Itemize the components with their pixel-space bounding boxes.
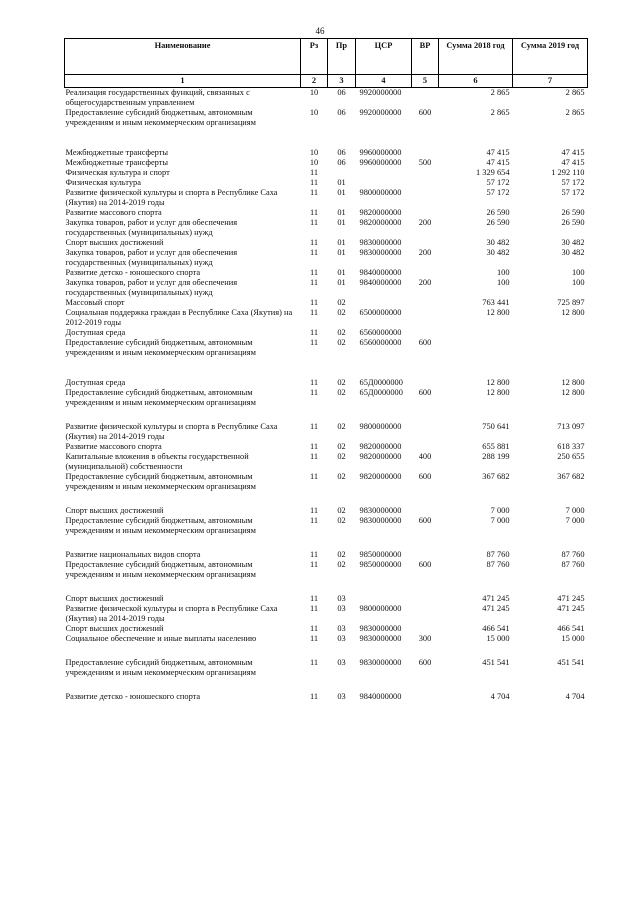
row-sum-2019: 451 541 (557, 658, 585, 667)
table-row (65, 308, 588, 328)
table-row (65, 178, 588, 188)
row-sum-2019: 618 337 (557, 442, 585, 451)
table-row (65, 108, 588, 128)
row-sum-2019: 466 541 (557, 624, 585, 633)
row-sum-2019: 471 245 (557, 604, 585, 613)
row-sum-2019: 30 482 (561, 248, 585, 257)
row-spacer-cell (65, 128, 588, 148)
header-csr: ЦСР (356, 39, 412, 75)
row-name: Социальная поддержка граждан в Республике Саха (Якутия) на 2012-2019 годы (65, 308, 293, 327)
row-spacer-cell (65, 580, 588, 594)
row-name: Физическая культура и спорт (65, 168, 170, 177)
row-sum-2018: 2 865 (490, 88, 510, 97)
row-csr: 6560000000 (359, 328, 402, 337)
row-vr: 200 (418, 248, 432, 257)
row-sum-2018: 288 199 (482, 452, 510, 461)
header-name: Наименование (65, 39, 301, 75)
row-pr: 01 (337, 208, 346, 217)
row-sum-2019: 1 292 110 (551, 168, 585, 177)
row-csr: 9850000000 (359, 560, 402, 569)
row-sum-2019 (513, 338, 588, 358)
row-name: Развитие национальных видов спорта (65, 550, 201, 559)
row-sum-2018: 466 541 (482, 624, 510, 633)
row-name: Закупка товаров, работ и услуг для обеспечения государственных (муниципальных) нужд (65, 248, 238, 267)
row-pr: 01 (337, 238, 346, 247)
row-sum-2018: 7 000 (490, 506, 510, 515)
row-vr: 400 (418, 452, 432, 461)
row-vr: 600 (418, 388, 432, 397)
table-row (65, 442, 588, 452)
row-rz: 11 (309, 298, 319, 307)
row-rz: 11 (309, 338, 319, 347)
row-spacer (65, 580, 588, 594)
row-sum-2018: 100 (496, 268, 510, 277)
row-sum-2019: 12 800 (561, 378, 585, 387)
row-sum-2018: 451 541 (482, 658, 510, 667)
row-pr: 03 (337, 658, 346, 667)
row-vr (412, 268, 439, 278)
row-pr: 06 (337, 158, 346, 167)
row-pr: 01 (337, 218, 346, 227)
row-pr: 02 (337, 472, 346, 481)
row-name: Массовый спорт (65, 298, 125, 307)
row-pr: 02 (337, 422, 346, 431)
row-name: Спорт высших достижений (65, 238, 164, 247)
row-vr (412, 550, 439, 560)
row-spacer (65, 678, 588, 692)
row-csr: 9960000000 (359, 158, 402, 167)
row-vr (412, 422, 439, 442)
row-sum-2018: 7 000 (490, 516, 510, 525)
row-vr (412, 624, 439, 634)
row-vr (412, 168, 439, 178)
row-rz: 11 (309, 658, 319, 667)
row-pr: 01 (337, 278, 346, 287)
row-csr: 9920000000 (359, 88, 402, 97)
row-rz: 11 (309, 218, 319, 227)
row-sum-2018: 26 590 (486, 208, 510, 217)
row-pr: 02 (337, 308, 346, 317)
table-row (65, 188, 588, 208)
row-vr: 600 (418, 560, 432, 569)
row-sum-2018: 15 000 (486, 634, 510, 643)
row-sum-2019: 47 415 (561, 158, 585, 167)
row-vr: 300 (418, 634, 432, 643)
table-row (65, 338, 588, 358)
row-vr: 600 (418, 338, 432, 347)
row-csr: 65Д0000000 (359, 388, 403, 397)
row-sum-2019: 12 800 (561, 308, 585, 317)
row-spacer-cell (65, 492, 588, 506)
table-body (65, 88, 588, 703)
row-vr (412, 328, 439, 338)
row-name: Межбюджетные трансферты (65, 158, 169, 167)
table-row (65, 604, 588, 624)
row-sum-2019: 4 704 (565, 692, 585, 701)
row-pr: 03 (337, 692, 346, 701)
row-sum-2018: 763 441 (482, 298, 510, 307)
table-row (65, 298, 588, 308)
row-sum-2018 (439, 338, 513, 358)
row-name: Предоставление субсидий бюджетным, автономным учреждениям и иным некоммерческим организациям (65, 472, 256, 491)
row-pr: 02 (337, 506, 346, 515)
table-row (65, 624, 588, 634)
table-row (65, 148, 588, 158)
row-pr: 06 (337, 148, 346, 157)
row-pr: 01 (337, 188, 346, 197)
row-sum-2019: 471 245 (557, 594, 585, 603)
row-sum-2018: 1 329 654 (476, 168, 510, 177)
table-row (65, 88, 588, 109)
row-sum-2019: 15 000 (561, 634, 585, 643)
row-pr: 02 (337, 452, 346, 461)
row-spacer-cell (65, 678, 588, 692)
row-csr: 6500000000 (359, 308, 402, 317)
row-vr: 600 (418, 108, 432, 117)
row-sum-2019: 367 682 (557, 472, 585, 481)
row-sum-2019: 87 760 (561, 550, 585, 559)
row-sum-2019: 26 590 (561, 218, 585, 227)
table-row (65, 422, 588, 442)
row-sum-2019: 250 655 (557, 452, 585, 461)
row-vr (412, 188, 439, 208)
table-row (65, 634, 588, 644)
row-sum-2018: 655 881 (482, 442, 510, 451)
row-rz: 11 (309, 442, 319, 451)
row-sum-2018: 750 641 (482, 422, 510, 431)
row-name: Закупка товаров, работ и услуг для обеспечения государственных (муниципальных) нужд (65, 218, 238, 237)
row-vr: 200 (418, 278, 432, 287)
row-pr: 03 (337, 624, 346, 633)
header-vr: ВР (412, 39, 439, 75)
row-rz: 11 (309, 634, 319, 643)
row-rz: 11 (309, 328, 319, 337)
row-pr: 02 (337, 298, 346, 307)
row-sum-2018: 100 (496, 278, 510, 287)
row-vr (412, 594, 439, 604)
row-csr: 6560000000 (359, 338, 402, 347)
row-name: Социальное обеспечение и иные выплаты населению (65, 634, 257, 643)
row-csr: 9800000000 (359, 604, 402, 613)
row-spacer-cell (65, 358, 588, 378)
row-sum-2019: 26 590 (561, 208, 585, 217)
row-rz: 11 (309, 248, 319, 257)
row-rz: 10 (309, 88, 319, 97)
row-csr: 9820000000 (359, 442, 402, 451)
row-pr: 02 (337, 516, 346, 525)
row-spacer (65, 536, 588, 550)
row-vr (412, 604, 439, 624)
table-row (65, 692, 588, 702)
row-vr (412, 238, 439, 248)
row-name: Развитие детско - юношеского спорта (65, 268, 201, 277)
table-row (65, 560, 588, 580)
row-sum-2018: 47 415 (486, 158, 510, 167)
column-number: 4 (356, 75, 412, 88)
row-pr: 02 (337, 560, 346, 569)
row-vr (412, 442, 439, 452)
table-row (65, 516, 588, 536)
column-number: 6 (439, 75, 513, 88)
row-csr: 9800000000 (359, 188, 402, 197)
row-sum-2019: 47 415 (561, 148, 585, 157)
row-rz: 11 (309, 692, 319, 701)
table-row (65, 472, 588, 492)
row-name: Предоставление субсидий бюджетным, автономным учреждениям и иным некоммерческим организациям (65, 516, 256, 535)
row-pr: 02 (337, 550, 346, 559)
row-csr: 9820000000 (359, 472, 402, 481)
row-csr (356, 178, 412, 188)
row-vr: 600 (418, 516, 432, 525)
row-name: Межбюджетные трансферты (65, 148, 169, 157)
row-name: Закупка товаров, работ и услуг для обеспечения государственных (муниципальных) нужд (65, 278, 238, 297)
header-pr: Пр (328, 39, 356, 75)
table-row (65, 388, 588, 408)
row-rz: 11 (309, 422, 319, 431)
table-row (65, 158, 588, 168)
row-rz: 11 (309, 452, 319, 461)
row-vr (412, 378, 439, 388)
row-sum-2019: 100 (571, 278, 585, 287)
row-rz: 11 (309, 594, 319, 603)
row-pr: 02 (337, 388, 346, 397)
table-row (65, 452, 588, 472)
row-sum-2019: 87 760 (561, 560, 585, 569)
table-row (65, 378, 588, 388)
row-sum-2019: 12 800 (561, 388, 585, 397)
row-sum-2019: 57 172 (561, 178, 585, 187)
row-sum-2019: 2 865 (565, 108, 585, 117)
row-csr: 9830000000 (359, 658, 402, 667)
row-rz: 11 (309, 168, 319, 177)
row-sum-2019: 713 097 (557, 422, 585, 431)
row-rz: 11 (309, 378, 319, 387)
row-vr (412, 692, 439, 702)
table-row (65, 238, 588, 248)
row-rz: 11 (309, 506, 319, 515)
table-row (65, 218, 588, 238)
row-sum-2018: 57 172 (486, 188, 510, 197)
row-csr: 9850000000 (359, 550, 402, 559)
table-row (65, 328, 588, 338)
row-rz: 11 (309, 188, 319, 197)
row-sum-2018: 12 800 (486, 388, 510, 397)
row-sum-2018: 2 865 (490, 108, 510, 117)
row-sum-2018 (439, 328, 513, 338)
row-csr: 9830000000 (359, 238, 402, 247)
row-spacer (65, 644, 588, 658)
row-rz: 11 (309, 238, 319, 247)
row-sum-2019: 57 172 (561, 188, 585, 197)
row-rz: 10 (309, 108, 319, 117)
row-sum-2018: 12 800 (486, 378, 510, 387)
row-sum-2018: 87 760 (486, 560, 510, 569)
row-csr (356, 168, 412, 178)
row-rz: 11 (309, 388, 319, 397)
row-sum-2019: 7 000 (565, 516, 585, 525)
table-row (65, 506, 588, 516)
row-csr: 9820000000 (359, 218, 402, 227)
row-csr: 9830000000 (359, 634, 402, 643)
row-rz: 11 (309, 604, 319, 613)
row-name: Предоставление субсидий бюджетным, автономным учреждениям и иным некоммерческим организациям (65, 338, 256, 357)
column-number-row (65, 75, 588, 88)
row-csr: 9920000000 (359, 108, 402, 117)
row-pr: 02 (337, 338, 346, 347)
header-rz: Рз (301, 39, 328, 75)
row-name: Спорт высших достижений (65, 506, 164, 515)
row-sum-2018: 87 760 (486, 550, 510, 559)
page-number: 46 (315, 26, 325, 36)
row-sum-2018: 26 590 (486, 218, 510, 227)
row-sum-2019: 7 000 (565, 506, 585, 515)
row-spacer (65, 358, 588, 378)
row-sum-2018: 30 482 (486, 248, 510, 257)
row-rz: 11 (309, 624, 319, 633)
row-name: Предоставление субсидий бюджетным, автономным учреждениям и иным некоммерческим организациям (65, 658, 256, 677)
row-rz: 11 (309, 472, 319, 481)
row-sum-2018: 471 245 (482, 604, 510, 613)
row-rz: 11 (309, 278, 319, 287)
row-name: Спорт высших достижений (65, 624, 164, 633)
table-row (65, 168, 588, 178)
row-pr: 01 (337, 178, 346, 187)
row-pr: 06 (337, 108, 346, 117)
row-csr: 9830000000 (359, 248, 402, 257)
row-rz: 11 (309, 178, 319, 187)
row-name: Предоставление субсидий бюджетным, автономным учреждениям и иным некоммерческим организациям (65, 108, 256, 127)
row-csr (356, 298, 412, 308)
row-rz: 11 (309, 560, 319, 569)
row-sum-2018: 12 800 (486, 308, 510, 317)
row-rz: 11 (309, 550, 319, 559)
column-number: 3 (328, 75, 356, 88)
row-sum-2018: 4 704 (490, 692, 510, 701)
row-rz: 10 (309, 158, 319, 167)
row-vr (412, 208, 439, 218)
table-header-row (65, 39, 588, 75)
row-name: Реализация государственных функций, связанных с общегосударственным управлением (65, 88, 250, 107)
row-vr: 500 (418, 158, 432, 167)
row-vr: 200 (418, 218, 432, 227)
row-spacer (65, 408, 588, 422)
table-row (65, 658, 588, 678)
table-row (65, 268, 588, 278)
row-name: Развитие массового спорта (65, 208, 162, 217)
row-name: Развитие массового спорта (65, 442, 162, 451)
row-sum-2019: 30 482 (561, 238, 585, 247)
row-rz: 11 (309, 268, 319, 277)
row-vr (412, 298, 439, 308)
row-name: Предоставление субсидий бюджетным, автономным учреждениям и иным некоммерческим организациям (65, 560, 256, 579)
row-name: Доступная среда (65, 378, 126, 387)
table-row (65, 278, 588, 298)
row-vr (412, 308, 439, 328)
row-csr (356, 594, 412, 604)
row-vr: 600 (418, 658, 432, 667)
row-sum-2018: 57 172 (486, 178, 510, 187)
row-spacer-cell (65, 644, 588, 658)
row-name: Капитальные вложения в объекты государственной (муниципальной) собственности (65, 452, 249, 471)
row-vr: 600 (418, 472, 432, 481)
row-name: Развитие физической культуры и спорта в Республике Саха (Якутия) на 2014-2019 годы (65, 422, 278, 441)
row-sum-2018: 30 482 (486, 238, 510, 247)
row-sum-2019: 725 897 (557, 298, 585, 307)
row-name: Доступная среда (65, 328, 126, 337)
row-vr (412, 506, 439, 516)
row-spacer (65, 492, 588, 506)
row-csr: 9830000000 (359, 506, 402, 515)
column-number: 2 (301, 75, 328, 88)
row-spacer-cell (65, 408, 588, 422)
row-spacer (65, 128, 588, 148)
row-rz: 11 (309, 208, 319, 217)
column-number: 5 (412, 75, 439, 88)
row-csr: 9820000000 (359, 208, 402, 217)
row-pr: 02 (337, 442, 346, 451)
row-name: Спорт высших достижений (65, 594, 164, 603)
row-sum-2019 (513, 328, 588, 338)
row-sum-2019: 100 (571, 268, 585, 277)
row-name: Развитие физической культуры и спорта в Республике Саха (Якутия) на 2014-2019 годы (65, 188, 278, 207)
header-sum-2018: Сумма 2018 год (439, 39, 513, 75)
row-name: Развитие физической культуры и спорта в Республике Саха (Якутия) на 2014-2019 годы (65, 604, 278, 623)
row-sum-2019: 2 865 (565, 88, 585, 97)
table-row (65, 550, 588, 560)
row-sum-2018: 471 245 (482, 594, 510, 603)
row-sum-2018: 47 415 (486, 148, 510, 157)
row-pr: 06 (337, 88, 346, 97)
row-pr: 03 (337, 634, 346, 643)
row-pr: 02 (337, 328, 346, 337)
row-spacer-cell (65, 536, 588, 550)
row-pr: 01 (337, 248, 346, 257)
row-pr: 03 (337, 594, 346, 603)
row-rz: 10 (309, 148, 319, 157)
row-csr: 9820000000 (359, 452, 402, 461)
row-name: Физическая культура (65, 178, 141, 187)
header-sum-2019: Сумма 2019 год (513, 39, 588, 75)
budget-table (64, 38, 588, 702)
row-csr: 9960000000 (359, 148, 402, 157)
row-csr: 9830000000 (359, 516, 402, 525)
column-number: 1 (65, 75, 301, 88)
row-name: Предоставление субсидий бюджетным, автономным учреждениям и иным некоммерческим организациям (65, 388, 256, 407)
row-pr: 02 (337, 378, 346, 387)
row-csr: 9840000000 (359, 268, 402, 277)
table-row (65, 594, 588, 604)
table-row (65, 248, 588, 268)
row-rz: 11 (309, 308, 319, 317)
row-sum-2018: 367 682 (482, 472, 510, 481)
column-number: 7 (513, 75, 588, 88)
row-rz: 11 (309, 516, 319, 525)
table-row (65, 208, 588, 218)
row-pr (328, 168, 356, 178)
row-vr (412, 148, 439, 158)
row-csr: 65Д0000000 (359, 378, 403, 387)
row-csr: 9800000000 (359, 422, 402, 431)
row-name: Развитие детско - юношеского спорта (65, 692, 201, 701)
row-pr: 01 (337, 268, 346, 277)
row-csr: 9840000000 (359, 692, 402, 701)
row-vr (412, 178, 439, 188)
row-csr: 9830000000 (359, 624, 402, 633)
row-csr: 9840000000 (359, 278, 402, 287)
row-vr (412, 88, 439, 109)
row-pr: 03 (337, 604, 346, 613)
